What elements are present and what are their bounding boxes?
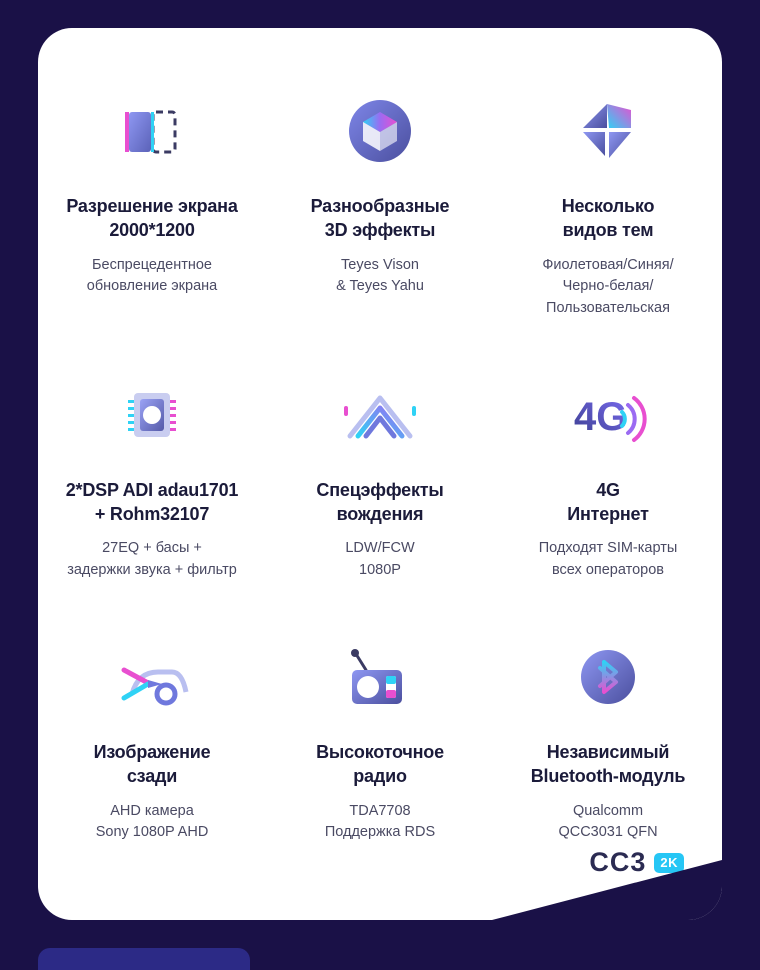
footer-logo-group [589,847,684,878]
themes-icon [569,76,647,186]
driving-effects-arrows-icon [330,360,430,470]
feature-subtitle: Qualcomm QCC3031 QFN [558,802,658,841]
feature-subtitle: 27EQ + басы + задержки звука + фильтр [67,540,237,579]
feature-title: Несколько видов тем [561,196,655,241]
feature-item [266,76,494,320]
feature-item [494,76,722,320]
feature-item [38,76,266,320]
svg-text:4G: 4G [574,394,628,439]
dsp-chip-icon [113,360,191,470]
feature-title: 2*DSP ADI adau1701 + Rohm32107 [65,479,239,525]
feature-title: 4G Интернет [567,479,649,525]
feature-card [38,28,722,920]
feature-subtitle: AHD камера Sony 1080P AHD [95,802,209,841]
feature-item [494,360,722,582]
radio-icon [332,622,428,732]
feature-subtitle: Фиолетовая/Синяя/ Черно-белая/ Пользовательская [542,256,674,317]
feature-item [266,360,494,582]
feature-grid [38,76,722,844]
resolution-badge: 2K [654,853,684,873]
feature-subtitle: Беспрецедентное обновление экрана [86,256,218,295]
feature-subtitle: LDW/FCW 1080P [345,540,415,579]
bottom-accent-bar [38,948,250,970]
feature-title: Изображение сзади [93,741,211,787]
feature-subtitle: TDA7708 Поддержка RDS [324,802,436,841]
feature-item [38,622,266,844]
feature-subtitle: Подходят SIM-карты всех операторов [538,540,678,579]
feature-title: Спецэффекты вождения [316,479,444,525]
rear-camera-icon [104,622,200,732]
product-logo: CC3 [589,847,647,877]
feature-title: Независимый Bluetooth-модуль [530,741,686,787]
4g-internet-icon [560,360,656,470]
feature-title: Разрешение экрана 2000*1200 [66,196,238,241]
bluetooth-icon [571,622,645,732]
3d-effects-cube-icon [343,76,417,186]
feature-subtitle: Teyes Vison & Teyes Yahu [336,256,424,295]
feature-item [266,622,494,844]
feature-item [38,360,266,582]
feature-title: Разнообразные 3D эффекты [310,196,450,241]
feature-item [494,622,722,844]
screen-resolution-icon [115,76,189,186]
feature-title: Высокоточное радио [316,741,444,787]
